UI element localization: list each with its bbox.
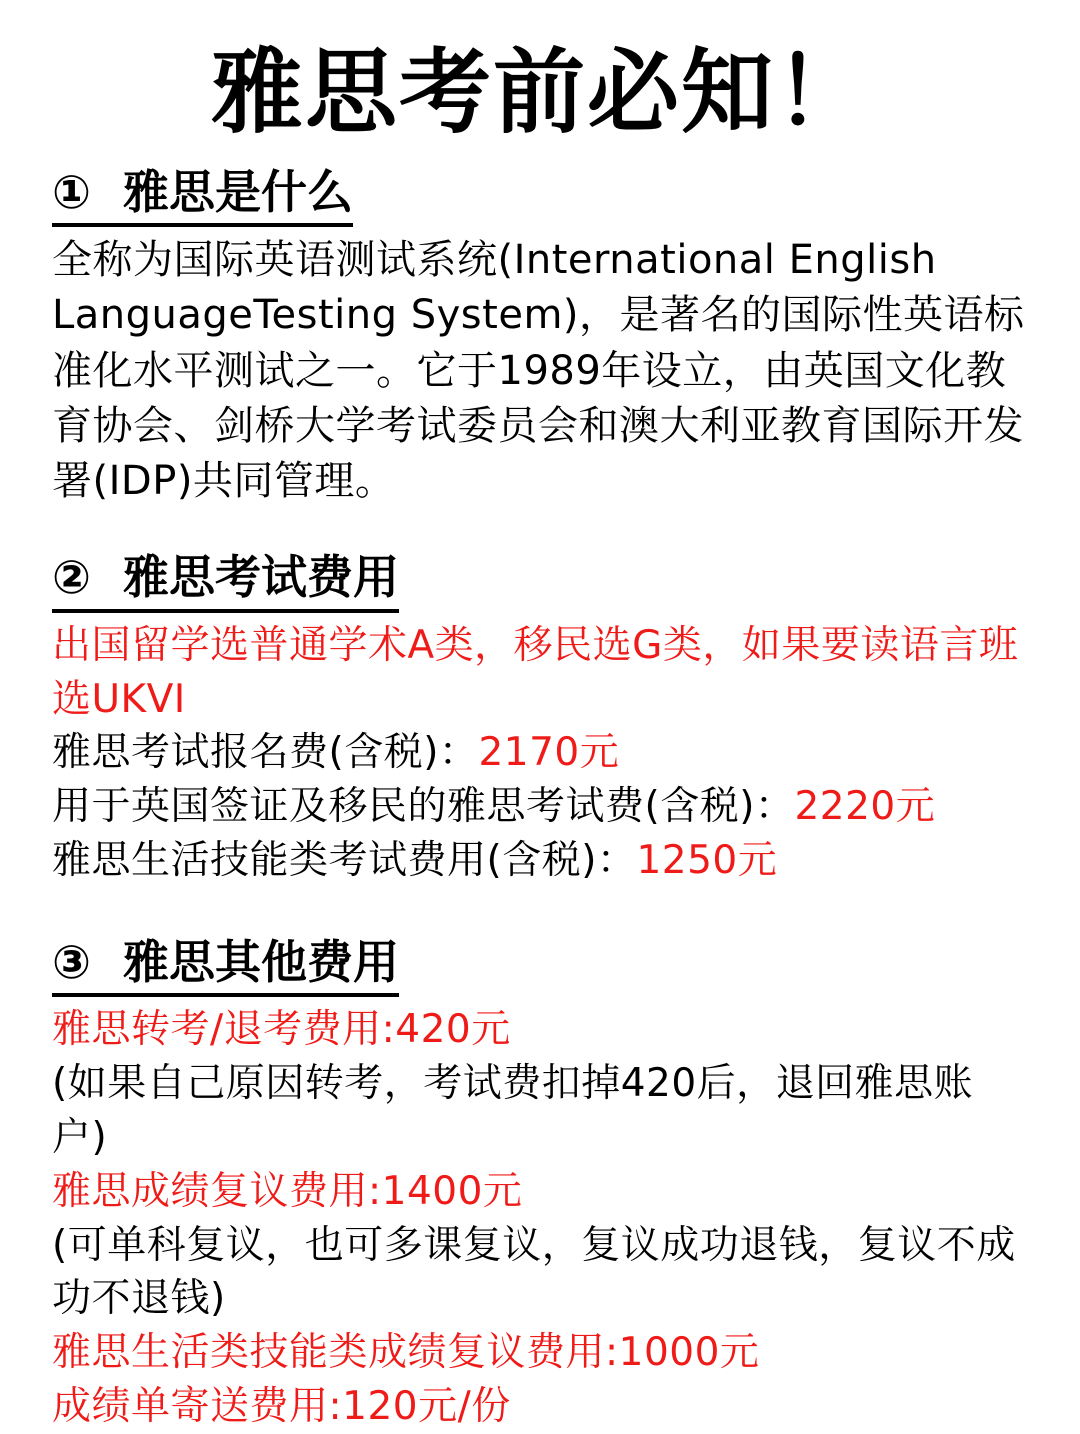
- section-what-is-ielts: [52, 164, 1028, 509]
- section-other-fees: [52, 934, 1028, 1434]
- other-fee-remark-note: (可单科复议，也可多课复议，复议成功退钱，复议不成功不退钱): [52, 1222, 1016, 1322]
- other-fee-remark: 雅思成绩复议费用:1400元: [52, 1168, 523, 1214]
- section-exam-fees: [52, 549, 1028, 888]
- page-title: 雅思考前必知！: [210, 39, 869, 146]
- fee-label-life-skills: 雅思生活技能类考试费用(含税)：: [52, 837, 637, 883]
- fee-value-life-skills: 1250元: [636, 837, 778, 883]
- fee-row-registration: [52, 726, 1028, 780]
- section-paragraph-1: 全称为国际英语测试系统(International English LanguageTesting System)，是著名的国际性英语标准化水平测试之一。它于1989年设立，由英国文化教育协会、剑桥大学考试委员会和澳大利亚教育国际开发署(IDP)共同管理。: [52, 237, 1025, 505]
- fee-note-categories: 出国留学选普通学术A类，移民选G类，如果要读语言班选UKVI: [52, 622, 1019, 722]
- section-heading-2: ② 雅思考试费用: [52, 549, 399, 613]
- fee-row-ukvi: [52, 780, 1028, 834]
- other-fee-transfer: 雅思转考/退考费用:420元: [52, 1007, 511, 1053]
- other-fee-trf-mailing: 成绩单寄送费用:120元/份: [52, 1383, 511, 1429]
- fee-value-ukvi: 2220元: [794, 784, 936, 830]
- fee-label-registration: 雅思考试报名费(含税)：: [52, 730, 479, 776]
- fee-label-ukvi: 用于英国签证及移民的雅思考试费(含税)：: [52, 784, 795, 830]
- section-heading-1: ① 雅思是什么: [52, 164, 353, 228]
- fee-row-life-skills: [52, 834, 1028, 888]
- other-fee-transfer-note: (如果自己原因转考，考试费扣掉420后，退回雅思账户): [52, 1061, 974, 1160]
- other-fee-life-skills-remark: 雅思生活类技能类成绩复议费用:1000元: [52, 1330, 760, 1376]
- section-heading-3: ③ 雅思其他费用: [52, 934, 399, 998]
- fee-value-registration: 2170元: [478, 730, 620, 776]
